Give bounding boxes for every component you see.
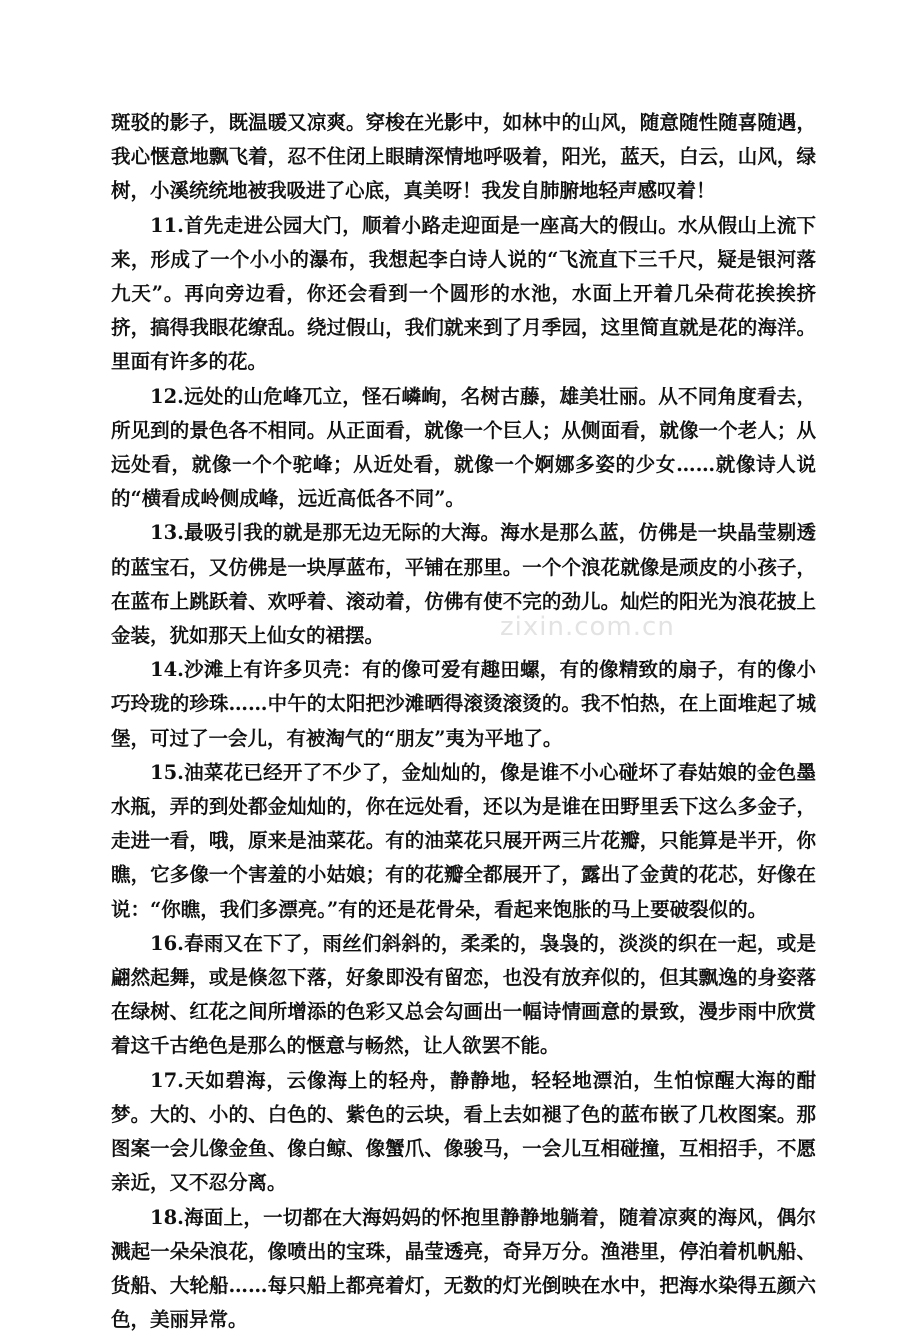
paragraph-12: 12.远处的山危峰兀立，怪石嶙峋，名树古藤，雄美壮丽。从不同角度看去，所见到的景色各不相同。从正面看，就像一个巨人；从侧面看，就像一个老人；从远处看，就像一个个驼峰；从近处看，就像一个婀娜多姿的少女……就像诗人说的“横看成岭侧成峰，远近高低各不同”。 [111, 380, 816, 517]
paragraph-13: 13.最吸引我的就是那无边无际的大海。海水是那么蓝，仿佛是一块晶莹剔透的蓝宝石，又仿佛是一块厚蓝布，平铺在那里。一个个浪花就像是顽皮的小孩子，在蓝布上跳跃着、欢呼着、滚动着，仿佛有使不完的劲儿。灿烂的阳光为浪花披上金装，犹如那天上仙女的裙摆。 [111, 516, 816, 653]
paragraph-18: 18.海面上，一切都在大海妈妈的怀抱里静静地躺着，随着凉爽的海风，偶尔溅起一朵朵浪花，像喷出的宝珠，晶莹透亮，奇异万分。渔港里，停泊着机帆船、货船、大轮船……每只船上都亮着灯，无数的灯光倒映在水中，把海水染得五颜六色，美丽异常。 [111, 1201, 816, 1337]
watermark: zixin.com.cn [500, 612, 675, 642]
paragraph-15: 15.油菜花已经开了不少了，金灿灿的，像是谁不小心碰坏了春姑娘的金色墨水瓶，弄的到处都金灿灿的，你在远处看，还以为是谁在田野里丢下这么多金子，走进一看，哦，原来是油菜花。有的油菜花只展开两三片花瓣，只能算是半开，你瞧，它多像一个害羞的小姑娘；有的花瓣全都展开了，露出了金黄的花芯，好像在说：“你瞧，我们多漂亮。”有的还是花骨朵，看起来饱胀的马上要破裂似的。 [111, 756, 816, 927]
document-page [111, 106, 816, 1337]
paragraph-14: 14.沙滩上有许多贝壳：有的像可爱有趣田螺，有的像精致的扇子，有的像小巧玲珑的珍珠……中午的太阳把沙滩晒得滚烫滚烫的。我不怕热，在上面堆起了城堡，可过了一会儿，有被淘气的“朋友”夷为平地了。 [111, 653, 816, 756]
paragraph-17: 17.天如碧海，云像海上的轻舟，静静地，轻轻地漂泊，生怕惊醒大海的酣梦。大的、小的、白色的、紫色的云块，看上去如褪了色的蓝布嵌了几枚图案。那图案一会儿像金鱼、像白鲸、像蟹爪、像骏马，一会儿互相碰撞，互相招手，不愿亲近，又不忍分离。 [111, 1064, 816, 1201]
paragraph-11: 11.首先走进公园大门，顺着小路走迎面是一座高大的假山。水从假山上流下来，形成了一个小小的瀑布，我想起李白诗人说的“飞流直下三千尺，疑是银河落九天”。再向旁边看，你还会看到一个圆形的水池，水面上开着几朵荷花挨挨挤挤，搞得我眼花缭乱。绕过假山，我们就来到了月季园，这里简直就是花的海洋。里面有许多的花。 [111, 209, 816, 380]
paragraph-continuation: 斑驳的影子，既温暖又凉爽。穿梭在光影中，如林中的山风，随意随性随喜随遇，我心惬意地飘飞着，忍不住闭上眼睛深情地呼吸着，阳光，蓝天，白云，山风，绿树，小溪统统地被我吸进了心底，真美呀！我发自肺腑地轻声感叹着！ [111, 106, 816, 209]
paragraph-16: 16.春雨又在下了，雨丝们斜斜的，柔柔的，袅袅的，淡淡的织在一起，或是翩然起舞，或是倏忽下落，好象即没有留恋，也没有放弃似的，但其飘逸的身姿落在绿树、红花之间所增添的色彩又总会勾画出一幅诗情画意的景致，漫步雨中欣赏着这千古绝色是那么的惬意与畅然，让人欲罢不能。 [111, 927, 816, 1064]
